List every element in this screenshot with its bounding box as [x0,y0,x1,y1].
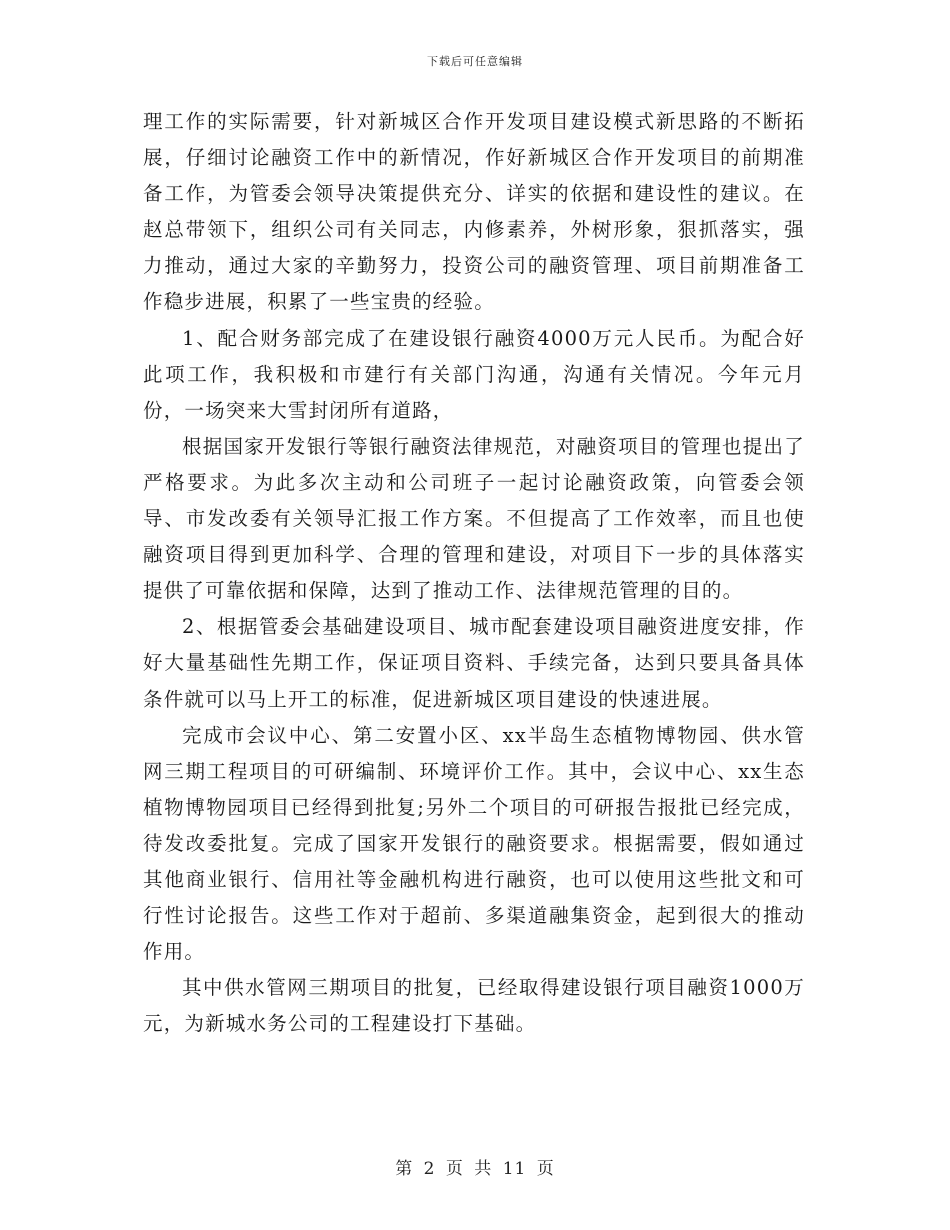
paragraph-6: 其中供水管网三期项目的批复，已经取得建设银行项目融资1000万元，为新城水务公司的工程建设打下基础。 [143,976,805,1036]
page-header: 下载后可任意编辑 [427,55,523,68]
paragraph-1: 理工作的实际需要，针对新城区合作开发项目建设模式新思路的不断拓展，仔细讨论融资工作中的新情况，作好新城区合作开发项目的前期准备工作，为管委会领导决策提供充分、详实的依据和建设性的建议。在赵总带领下，组织公司有关同志，内修素养，外树形象，狠抓落实，强力推动，通过大家的辛勤努力，投资公司的融资管理、项目前期准备工作稳步进展，积累了一些宝贵的经验。 [143,110,805,314]
paragraph-5: 完成市会议中心、第二安置小区、xx半岛生态植物博物园、供水管网三期工程项目的可研编制、环境评价工作。其中，会议中心、xx生态植物博物园项目已经得到批复;另外二个项目的可研报告报批已经完成，待发改委批复。完成了国家开发银行的融资要求。根据需要，假如通过其他商业银行、信用社等金融机构进行融资，也可以使用这些批文和可行性讨论报告。这些工作对于超前、多渠道融集资金，起到很大的推动作用。 [143,723,805,964]
document-body [143,104,805,1042]
paragraph-2: 1、配合财务部完成了在建设银行融资4000万元人民币。为配合好此项工作，我积极和市建行有关部门沟通，沟通有关情况。今年元月份，一场突来大雪封闭所有道路， [143,326,805,422]
paragraph-3: 根据国家开发银行等银行融资法律规范，对融资项目的管理也提出了严格要求。为此多次主动和公司班子一起讨论融资政策，向管委会领导、市发改委有关领导汇报工作方案。不但提高了工作效率，而且也使融资项目得到更加科学、合理的管理和建设，对项目下一步的具体落实提供了可靠依据和保障，达到了推动工作、法律规范管理的目的。 [143,434,805,603]
page-number-footer: 第 2 页 共 11 页 [395,1159,555,1179]
paragraph-4: 2、根据管委会基础建设项目、城市配套建设项目融资进度安排，作好大量基础性先期工作，保证项目资料、手续完备，达到只要具备具体条件就可以马上开工的标准，促进新城区项目建设的快速进展。 [143,615,805,711]
